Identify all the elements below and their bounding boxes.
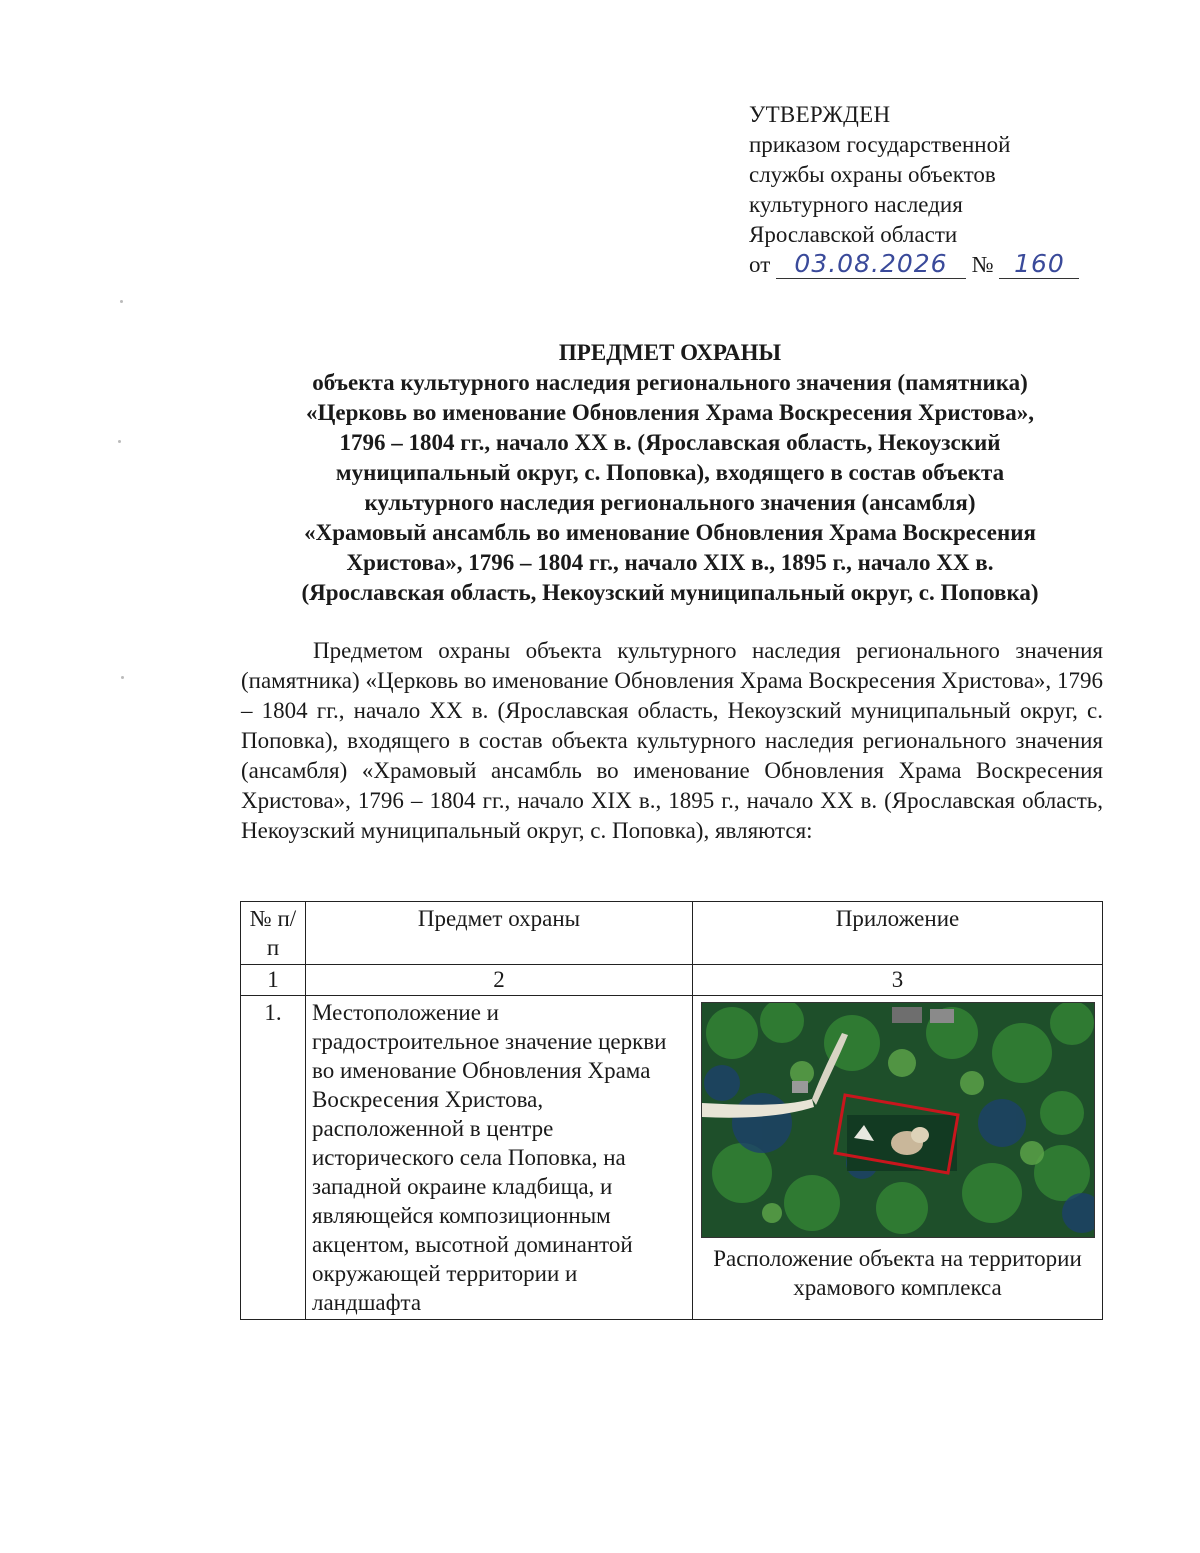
intro-paragraph: Предметом охраны объекта культурного наследия регионального значения (памятника) «Церковь во именование Обновления Храма Воскресения Христова», 1796 – 1804 гг., начало XX в. (Ярославская область, Некоузский муниципальный округ, с. Поповка), входящего в состав объекта культурного наследия регионального значения (ансамбля) «Храмовый ансамбль во именование Обновления Храма Воскресения Христова», 1796 – 1804 гг., начало XIX в., 1895 г., начало XX в. (Ярославская область, Некоузский муниципальный округ, с. Поповка), являются: <box>241 638 1103 843</box>
column-number: 1 <box>241 965 306 996</box>
title-line: объекта культурного наследия регионального значения (памятника) <box>312 370 1028 395</box>
header-appendix: Приложение <box>693 902 1103 965</box>
title-line: «Церковь во именование Обновления Храма Воскресения Христова», <box>306 400 1034 425</box>
row-number: 1. <box>241 996 306 1320</box>
approval-date-number <box>749 250 1109 284</box>
date-prefix: от <box>749 252 771 277</box>
table-column-numbers-row <box>241 965 1103 996</box>
aerial-photo <box>701 1002 1095 1238</box>
title-line: (Ярославская область, Некоузский муниципальный округ, с. Поповка) <box>301 580 1039 605</box>
approval-stamp <box>749 100 1109 284</box>
handwritten-date: 03.08.2026 <box>794 249 948 278</box>
column-number: 2 <box>306 965 693 996</box>
column-number: 3 <box>693 965 1103 996</box>
table-header-row <box>241 902 1103 965</box>
approval-line: Ярославской области <box>749 222 958 247</box>
number-prefix: № <box>971 252 994 277</box>
approval-heading: УТВЕРЖДЕН <box>749 102 891 127</box>
title-line: муниципальный округ, с. Поповка), входящего в состав объекта <box>335 460 1005 485</box>
photo-caption: Расположение объекта на территории храмового комплекса <box>713 1246 1082 1300</box>
scan-speck <box>121 676 124 679</box>
protection-subject-table <box>240 901 1103 1320</box>
title-line: культурного наследия регионального значения (ансамбля) <box>364 490 976 515</box>
title-main: ПРЕДМЕТ ОХРАНЫ <box>558 340 782 365</box>
title-line: «Храмовый ансамбль во именование Обновления Храма Воскресения <box>304 520 1036 545</box>
scan-speck <box>118 440 121 443</box>
header-subject: Предмет охраны <box>306 902 693 965</box>
number-field <box>999 251 1079 279</box>
header-number: № п/п <box>241 902 306 965</box>
approval-line: культурного наследия <box>749 192 963 217</box>
handwritten-number: 160 <box>1014 249 1065 278</box>
title-line: Христова», 1796 – 1804 гг., начало XIX в., 1895 г., начало XX в. <box>346 550 994 575</box>
table-row <box>241 996 1103 1320</box>
approval-line: приказом государственной <box>749 132 1011 157</box>
row-appendix <box>693 996 1103 1320</box>
title-line: 1796 – 1804 гг., начало XX в. (Ярославская область, Некоузский <box>339 430 1001 455</box>
document-title <box>230 338 1110 608</box>
row-subject: Местоположение и градостроительное значение церкви во именование Обновления Храма Воскресения Христова, расположенной в центре исторического села Поповка, на западной окраине кладбища, и являющейся композиционным акцентом, высотной доминантой окружающей территории и ландшафта <box>306 996 693 1320</box>
scan-speck <box>120 300 123 303</box>
approval-line: службы охраны объектов <box>749 162 996 187</box>
date-field <box>776 251 966 279</box>
